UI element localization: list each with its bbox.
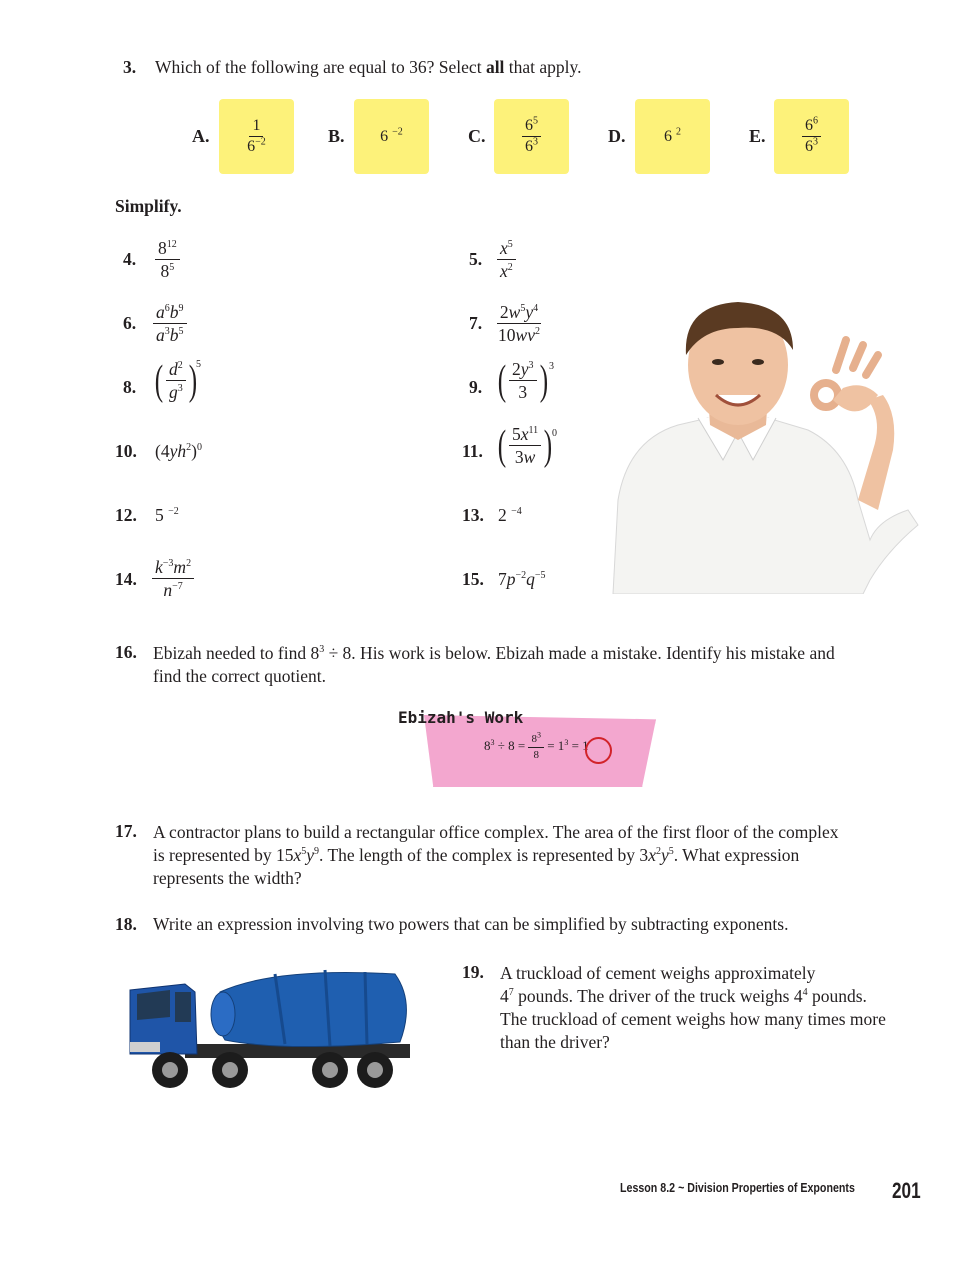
problem-7-number: 7. bbox=[469, 313, 483, 333]
text: (4 bbox=[155, 441, 170, 461]
text: pounds. The driver of the truck weighs 4 bbox=[513, 986, 803, 1006]
var: b bbox=[169, 325, 179, 346]
exponent: 2 bbox=[186, 558, 192, 570]
exponent: 3 bbox=[564, 737, 569, 747]
var: b bbox=[169, 302, 179, 322]
question-text: Which of the following are equal to 36? Select bbox=[155, 57, 486, 77]
coefficient: 7 bbox=[498, 569, 507, 589]
var: w bbox=[508, 302, 521, 322]
question-17-text bbox=[153, 821, 933, 890]
exponent: 5 bbox=[507, 239, 513, 251]
question-16-number: 16. bbox=[115, 642, 137, 662]
outer-exponent: 0 bbox=[196, 442, 202, 454]
problem-5-expression bbox=[497, 238, 516, 281]
numerator: 1 bbox=[249, 117, 263, 137]
choice-e-label: E. bbox=[749, 126, 766, 146]
exponent: 9 bbox=[178, 303, 184, 315]
problem-5-number: 5. bbox=[469, 249, 483, 269]
coefficient: 10 bbox=[498, 325, 516, 346]
denominator: 8 bbox=[533, 748, 539, 761]
text: A contractor plans to build a rectangular office complex. The area of the first floor of the complex bbox=[153, 822, 839, 842]
exponent: 5 bbox=[520, 303, 526, 315]
denominator: 3 bbox=[518, 382, 528, 403]
exponent: −3 bbox=[162, 558, 174, 570]
exponent: −4 bbox=[511, 506, 522, 518]
choice-d-label: D. bbox=[608, 126, 626, 146]
var: n bbox=[163, 580, 173, 601]
var: v bbox=[527, 325, 535, 346]
problem-10-expression bbox=[155, 441, 202, 462]
text: . What expression bbox=[673, 845, 800, 865]
problem-13-expression bbox=[498, 505, 522, 526]
exponent: −2 bbox=[392, 126, 403, 138]
numerator bbox=[802, 117, 821, 137]
denominator bbox=[522, 137, 541, 156]
base: x bbox=[500, 238, 508, 258]
text: The truckload of cement weighs how many times more bbox=[500, 1009, 886, 1029]
question-text-end: that apply. bbox=[504, 57, 582, 77]
var: x bbox=[648, 845, 656, 865]
question-18-text: Write an expression involving two powers that can be simplified by subtracting exponents. bbox=[153, 914, 789, 934]
exponent: 3 bbox=[528, 360, 534, 372]
problem-4-expression bbox=[155, 238, 180, 281]
question-16-text bbox=[153, 642, 913, 688]
choice-a-box[interactable] bbox=[219, 99, 294, 174]
exponent: 3 bbox=[490, 737, 495, 747]
var: w bbox=[515, 325, 528, 346]
var: d bbox=[169, 359, 178, 379]
text: pounds. bbox=[807, 986, 867, 1006]
var: y bbox=[660, 845, 669, 865]
choice-b-label: B. bbox=[328, 126, 345, 146]
text: = 1 bbox=[543, 738, 565, 754]
problem-9-number: 9. bbox=[469, 377, 483, 397]
coefficient: 2 bbox=[499, 302, 509, 322]
base: 6 bbox=[805, 116, 813, 134]
problem-13-number: 13. bbox=[462, 505, 484, 525]
denominator bbox=[802, 137, 821, 156]
exponent: 9 bbox=[314, 846, 320, 858]
choice-c-label: C. bbox=[468, 126, 486, 146]
problem-14-number: 14. bbox=[115, 569, 137, 589]
exponent: 5 bbox=[533, 115, 538, 127]
text: find the correct quotient. bbox=[153, 666, 326, 686]
right-paren: ) bbox=[188, 357, 197, 404]
mistake-circle bbox=[585, 737, 612, 764]
exponent: 6 bbox=[164, 303, 170, 315]
choice-d-box[interactable] bbox=[635, 99, 710, 174]
exponent: 4 bbox=[533, 303, 539, 315]
exponent: 7 bbox=[508, 987, 514, 999]
problem-15-number: 15. bbox=[462, 569, 484, 589]
var: y bbox=[520, 359, 529, 379]
base: 6 bbox=[525, 138, 533, 155]
exponent: −7 bbox=[172, 581, 183, 593]
outer-exponent: 3 bbox=[549, 361, 554, 372]
base: 2 bbox=[498, 505, 507, 525]
exponent: 2 bbox=[177, 360, 183, 372]
base: 4 bbox=[500, 986, 509, 1006]
left-paren: ( bbox=[497, 357, 507, 404]
exponent: 4 bbox=[802, 987, 808, 999]
coefficient: 2 bbox=[512, 359, 521, 379]
base: 8 bbox=[484, 738, 491, 754]
var: x bbox=[293, 845, 302, 865]
text: A truckload of cement weighs approximately bbox=[500, 963, 816, 983]
exponent: −5 bbox=[534, 570, 546, 582]
problem-12-expression bbox=[155, 505, 179, 526]
exponent: 6 bbox=[813, 115, 818, 127]
text: ) bbox=[191, 441, 197, 461]
problem-10-number: 10. bbox=[115, 441, 137, 461]
left-paren: ( bbox=[497, 422, 507, 469]
var: y bbox=[306, 845, 315, 865]
exponent: 2 bbox=[534, 326, 540, 338]
var: m bbox=[173, 557, 187, 577]
var: p bbox=[506, 569, 516, 589]
page-number: 201 bbox=[892, 1178, 921, 1203]
denominator bbox=[244, 137, 269, 156]
choice-a-fraction bbox=[244, 117, 269, 157]
base: 8 bbox=[531, 733, 537, 745]
problem-12-number: 12. bbox=[115, 505, 137, 525]
exponent: 12 bbox=[166, 239, 177, 251]
result: = 1 bbox=[568, 738, 589, 754]
var: y bbox=[169, 441, 178, 461]
problem-4-number: 4. bbox=[123, 249, 137, 269]
var: w bbox=[523, 447, 536, 468]
problem-15-expression bbox=[498, 569, 546, 590]
problem-8-expression bbox=[152, 359, 200, 402]
exponent: 2 bbox=[186, 442, 192, 454]
ebizah-work-equation bbox=[484, 730, 589, 761]
text: ÷ 8 = bbox=[494, 738, 529, 754]
coefficient: 3 bbox=[514, 447, 524, 468]
question-number: 3. bbox=[123, 57, 137, 77]
base: x bbox=[500, 261, 508, 282]
problem-11-number: 11. bbox=[462, 441, 483, 461]
problem-9-expression bbox=[495, 357, 554, 404]
base: 6 bbox=[664, 127, 672, 145]
right-paren: ) bbox=[543, 422, 553, 469]
choice-c-fraction bbox=[522, 117, 541, 157]
var: k bbox=[155, 557, 163, 577]
text: represents the width? bbox=[153, 868, 302, 888]
boy-ok-gesture-photo bbox=[608, 300, 920, 594]
question-17-number: 17. bbox=[115, 821, 137, 841]
question-3 bbox=[123, 57, 136, 78]
choice-e-fraction bbox=[802, 117, 821, 157]
base: 6 bbox=[525, 116, 533, 134]
text: is represented by 15 bbox=[153, 845, 294, 865]
question-3-text bbox=[155, 57, 582, 78]
cement-truck-photo bbox=[125, 962, 417, 1092]
var: x bbox=[520, 424, 529, 444]
problem-6-expression bbox=[153, 302, 187, 345]
var: y bbox=[525, 302, 534, 322]
numerator bbox=[522, 117, 541, 137]
base: 8 bbox=[160, 261, 170, 282]
choice-d-expression bbox=[664, 128, 681, 146]
exponent: 2 bbox=[655, 846, 661, 858]
outer-exponent: 5 bbox=[196, 359, 201, 370]
var: a bbox=[156, 302, 165, 322]
lesson-footer: Lesson 8.2 ~ Division Properties of Exponents bbox=[620, 1180, 855, 1195]
var: h bbox=[177, 441, 187, 461]
exponent: 3 bbox=[536, 730, 541, 740]
text: Ebizah needed to find 8 bbox=[153, 643, 320, 663]
exponent: 5 bbox=[178, 326, 184, 338]
var: a bbox=[156, 325, 165, 346]
simplify-heading: Simplify. bbox=[115, 196, 182, 216]
coefficient: 5 bbox=[512, 424, 521, 444]
question-19-number: 19. bbox=[462, 962, 484, 982]
base: 6 bbox=[247, 138, 256, 155]
exponent: 3 bbox=[319, 644, 325, 656]
base: 6 bbox=[380, 127, 389, 145]
choice-c-box[interactable] bbox=[494, 99, 569, 174]
ebizah-work-title: Ebizah's Work bbox=[398, 708, 524, 727]
exponent: −2 bbox=[255, 136, 266, 148]
base: 8 bbox=[158, 238, 167, 258]
exponent: 3 bbox=[813, 136, 818, 148]
exponent: −2 bbox=[515, 570, 527, 582]
question-18-number: 18. bbox=[115, 914, 137, 934]
text: . The length of the complex is represented by 3 bbox=[319, 845, 649, 865]
var: g bbox=[169, 382, 178, 403]
base: 6 bbox=[805, 138, 813, 155]
problem-8-number: 8. bbox=[123, 377, 137, 397]
question-text-bold: all bbox=[485, 57, 505, 77]
exponent: 3 bbox=[533, 136, 538, 148]
problem-7-expression bbox=[495, 302, 543, 345]
var: q bbox=[526, 569, 535, 589]
base: 5 bbox=[155, 505, 164, 525]
exponent: 5 bbox=[169, 262, 175, 274]
problem-14-expression bbox=[152, 557, 194, 600]
choice-a-label: A. bbox=[192, 126, 210, 146]
problem-6-number: 6. bbox=[123, 313, 137, 333]
problem-11-expression bbox=[495, 424, 555, 467]
exponent: 3 bbox=[164, 326, 170, 338]
exponent: 11 bbox=[528, 425, 539, 437]
exponent: 2 bbox=[676, 126, 681, 138]
exponent: 2 bbox=[507, 262, 513, 274]
outer-exponent: 0 bbox=[552, 428, 557, 439]
choice-e-box[interactable] bbox=[774, 99, 849, 174]
exponent: 5 bbox=[668, 846, 674, 858]
question-19-text bbox=[500, 962, 940, 1054]
right-paren: ) bbox=[539, 357, 548, 404]
left-paren: ( bbox=[154, 357, 164, 404]
choice-b-box[interactable] bbox=[354, 99, 429, 174]
exponent: −2 bbox=[168, 506, 179, 518]
text: than the driver? bbox=[500, 1032, 610, 1052]
text: ÷ 8. His work is below. Ebizah made a mistake. Identify his mistake and bbox=[324, 643, 835, 663]
exponent: 5 bbox=[301, 846, 307, 858]
exponent: 3 bbox=[177, 383, 183, 395]
choice-b-expression bbox=[380, 128, 403, 146]
